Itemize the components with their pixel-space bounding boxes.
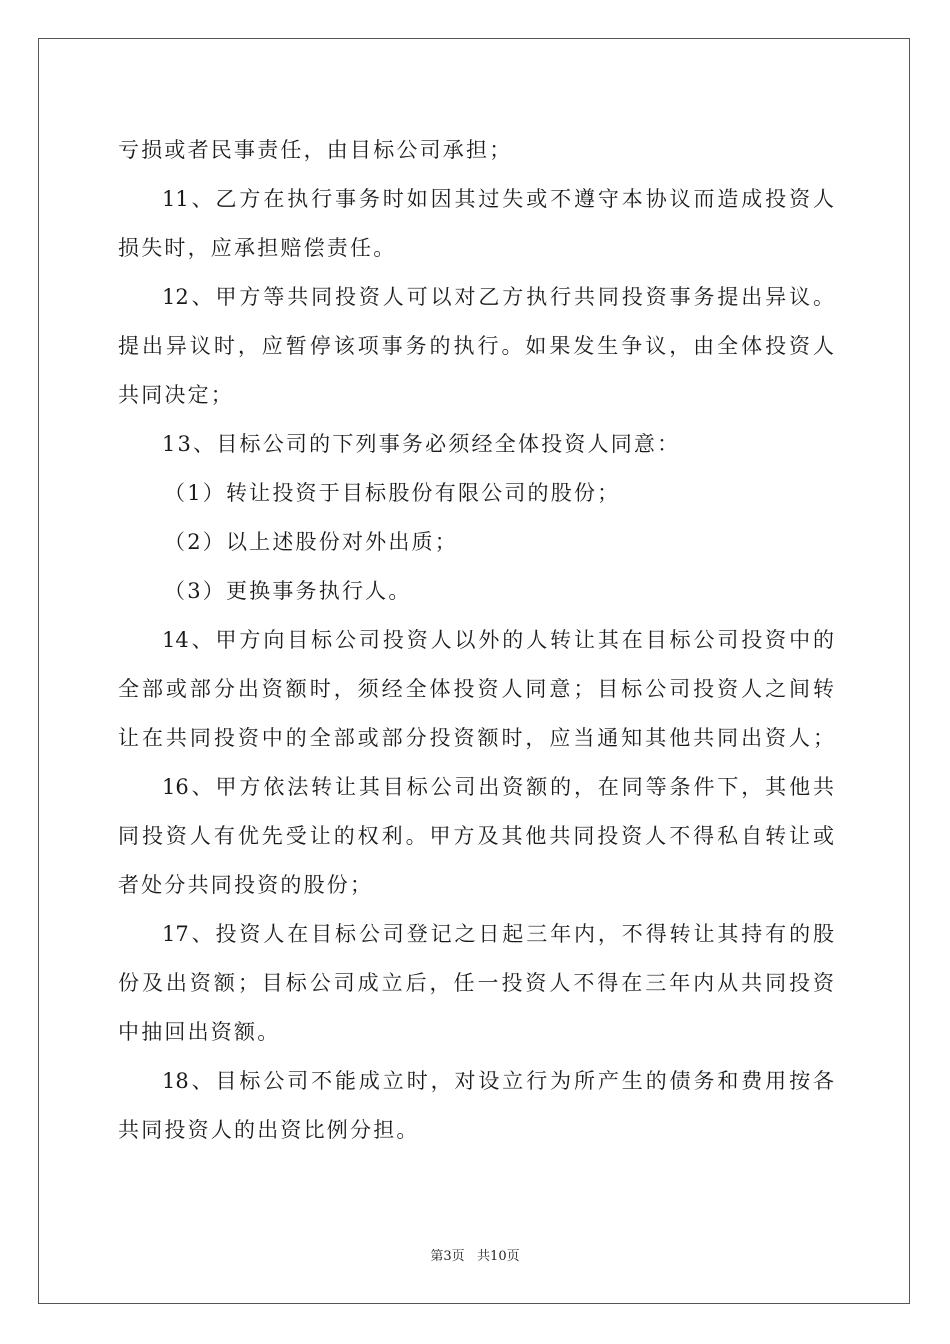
paragraph-line: 提出异议时，应暂停该项事务的执行。如果发生争议，由全体投资人 (118, 334, 834, 358)
paragraph-line: 14、甲方向目标公司投资人以外的人转让其在目标公司投资中的 (162, 628, 834, 652)
paragraph-line: 同投资人有优先受让的权利。甲方及其他共同投资人不得私自转让或 (118, 824, 834, 848)
paragraph-line: 16、甲方依法转让其目标公司出资额的，在同等条件下，其他共 (162, 775, 834, 799)
paragraph-line: 份及出资额；目标公司成立后，任一投资人不得在三年内从共同投资 (118, 971, 834, 995)
paragraph-line: 13、目标公司的下列事务必须经全体投资人同意： (162, 432, 681, 456)
page-number-footer: 第3页 共10页 (430, 1249, 520, 1264)
paragraph-line: 全部或部分出资额时，须经全体投资人同意；目标公司投资人之间转 (118, 677, 834, 701)
paragraph-line: 共同投资人的出资比例分担。 (118, 1118, 420, 1142)
paragraph-line: 17、投资人在目标公司登记之日起三年内，不得转让其持有的股 (162, 922, 834, 946)
document-body (118, 126, 834, 1155)
paragraph-line: 亏损或者民事责任，由目标公司承担； (118, 138, 513, 162)
paragraph-line: 让在共同投资中的全部或部分投资额时，应当通知其他共同出资人； (118, 726, 834, 750)
paragraph-line: 共同决定； (118, 383, 234, 407)
paragraph-line: 中抽回出资额。 (118, 1020, 281, 1044)
paragraph-line: 18、目标公司不能成立时，对设立行为所产生的债务和费用按各 (162, 1069, 834, 1093)
paragraph-line: 11、乙方在执行事务时如因其过失或不遵守本协议而造成投资人 (162, 187, 834, 211)
paragraph-line: 者处分共同投资的股份； (118, 873, 374, 897)
list-item: （3）更换事务执行人。 (164, 579, 412, 603)
list-item: （1）转让投资于目标股份有限公司的股份； (164, 481, 621, 505)
paragraph-line: 损失时，应承担赔偿责任。 (118, 236, 397, 260)
list-item: （2）以上述股份对外出质； (164, 530, 458, 554)
paragraph-line: 12、甲方等共同投资人可以对乙方执行共同投资事务提出异议。 (162, 285, 834, 309)
